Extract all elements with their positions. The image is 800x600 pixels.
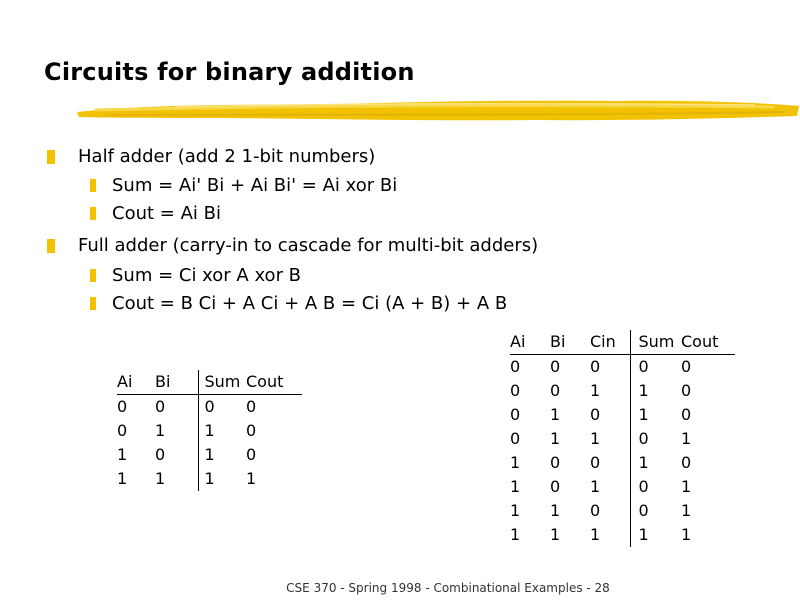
table-cell: 1 [550, 501, 561, 520]
table-cell: 0 [681, 357, 692, 376]
table-cell: 1 [638, 453, 649, 472]
table-cell: 1 [590, 475, 630, 499]
bullet-marker-icon [47, 150, 55, 164]
table-cell: 1 [550, 405, 561, 424]
table-cell: 1 [510, 501, 521, 520]
table-cell: 0 [246, 397, 257, 416]
table-cell: 1 [681, 429, 692, 448]
sub-bullet-marker-icon [90, 297, 96, 310]
column-header: Cout [246, 370, 302, 395]
sub-bullet-text: Cout = Ai Bi [112, 203, 221, 224]
table-header-row [117, 370, 302, 395]
table-cell: 1 [117, 445, 128, 464]
sub-bullet-text: Sum = Ai' Bi + Ai Bi' = Ai xor Bi [112, 175, 398, 196]
sub-bullet-full-cout [112, 293, 507, 315]
table-row [117, 395, 302, 420]
table-cell: 0 [590, 451, 630, 475]
table-cell: 0 [550, 357, 561, 376]
bullet-text: Full adder (carry-in to cascade for multi-bit adders) [78, 235, 539, 256]
table-cell: 0 [510, 357, 521, 376]
table-cell: 1 [638, 525, 649, 544]
column-header: Cin [590, 330, 630, 355]
table-cell: 1 [550, 525, 561, 544]
slide-title: Circuits for binary addition [44, 58, 415, 86]
table-cell: 1 [510, 453, 521, 472]
table-cell: 1 [681, 501, 692, 520]
table-cell: 1 [246, 469, 257, 488]
table-cell: 0 [117, 421, 128, 440]
table-cell: 1 [155, 467, 198, 491]
table-cell: 0 [638, 501, 649, 520]
table-cell: 0 [590, 403, 630, 427]
table-cell: 0 [550, 381, 561, 400]
table-cell: 1 [590, 427, 630, 451]
table-cell: 1 [590, 523, 630, 547]
sub-bullet-text: Sum = Ci xor A xor B [112, 265, 302, 286]
table-cell: 1 [590, 379, 630, 403]
table-row [510, 427, 735, 451]
footer-text: CSE 370 - Spring 1998 - Combinational Examples - 28 [286, 581, 610, 595]
sub-bullet-marker-icon [90, 269, 96, 282]
table-cell: 0 [638, 357, 649, 376]
table-cell: 0 [246, 421, 257, 440]
table-row [510, 355, 735, 380]
table-cell: 0 [246, 445, 257, 464]
table-cell: 1 [681, 525, 692, 544]
table-cell: 1 [681, 477, 692, 496]
sub-bullet-text: Cout = B Ci + A Ci + A B = Ci (A + B) + A B [112, 293, 508, 314]
table-row [510, 403, 735, 427]
sub-bullet-marker-icon [90, 179, 96, 192]
column-header: Ai [510, 330, 550, 355]
sub-bullet-full-sum [112, 265, 301, 287]
table-cell: 0 [204, 397, 215, 416]
sub-bullet-half-cout [112, 203, 221, 225]
table-row [510, 379, 735, 403]
table-cell: 1 [638, 405, 649, 424]
half-adder-truth-table [117, 370, 302, 491]
column-header: Bi [550, 330, 590, 355]
bullet-marker-icon [47, 239, 55, 253]
table-row [510, 499, 735, 523]
table-cell: 1 [204, 469, 215, 488]
table-cell: 0 [590, 355, 630, 380]
table-cell: 0 [117, 397, 128, 416]
table-cell: 0 [590, 499, 630, 523]
table-cell: 1 [204, 445, 215, 464]
table-cell: 0 [550, 477, 561, 496]
bullet-full-adder [78, 235, 538, 257]
table-cell: 0 [638, 429, 649, 448]
table-row [510, 523, 735, 547]
table-cell: 0 [510, 405, 521, 424]
bullet-half-adder [78, 146, 375, 168]
table-row [117, 443, 302, 467]
column-header: Sum [198, 370, 246, 395]
table-cell: 0 [638, 477, 649, 496]
table-row [510, 475, 735, 499]
column-header: Cout [681, 330, 735, 355]
slide-footer [0, 581, 800, 595]
table-row [510, 451, 735, 475]
table-row [117, 467, 302, 491]
bullet-text: Half adder (add 2 1-bit numbers) [78, 146, 376, 167]
sub-bullet-marker-icon [90, 207, 96, 220]
table-row [117, 419, 302, 443]
table-cell: 1 [638, 381, 649, 400]
sub-bullet-half-sum [112, 175, 397, 197]
column-header: Sum [630, 330, 681, 355]
table-cell: 0 [510, 429, 521, 448]
table-cell: 1 [155, 419, 198, 443]
table-cell: 0 [681, 405, 692, 424]
full-adder-truth-table [510, 330, 735, 547]
table-cell: 0 [510, 381, 521, 400]
table-cell: 0 [681, 381, 692, 400]
table-cell: 1 [117, 469, 128, 488]
table-cell: 1 [550, 429, 561, 448]
table-cell: 1 [510, 525, 521, 544]
table-cell: 1 [204, 421, 215, 440]
table-cell: 0 [681, 453, 692, 472]
table-cell: 0 [155, 443, 198, 467]
column-header: Ai [117, 370, 155, 395]
table-cell: 1 [510, 477, 521, 496]
table-cell: 0 [550, 453, 561, 472]
highlighter-stroke [75, 94, 800, 124]
table-cell: 0 [155, 395, 198, 420]
column-header: Bi [155, 370, 198, 395]
table-header-row [510, 330, 735, 355]
